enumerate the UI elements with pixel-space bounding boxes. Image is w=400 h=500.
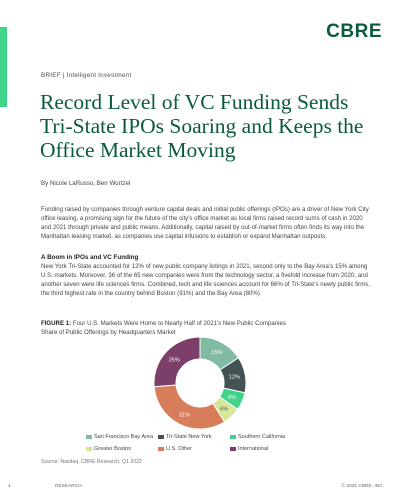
legend-item-san-francisco-bay-area xyxy=(86,434,153,440)
legend-label: Tri-State New York xyxy=(166,434,212,440)
legend-item-greater-boston xyxy=(86,446,131,452)
accent-bar xyxy=(0,27,7,107)
section-heading: A Boom in IPOs and VC Funding xyxy=(41,254,139,261)
page-title: Record Level of VC Funding Sends Tri-State IPOs Soaring and Keeps the Office Market Moving xyxy=(40,90,364,162)
legend-label: International xyxy=(238,446,269,452)
slice-label-international: 25% xyxy=(168,357,180,364)
slice-u-s-other xyxy=(154,385,224,429)
footer-copyright: © 2021 CBRE, INC. xyxy=(341,484,384,489)
legend-swatch xyxy=(158,447,164,451)
byline: By Nicole LaRusso, Ben Wurtzel xyxy=(41,180,131,187)
figure-source: Source: Nasdaq, CBRE Research, Q1 2022 xyxy=(41,459,142,465)
slice-label-san-francisco-bay-area: 15% xyxy=(211,350,223,357)
intro-paragraph: Funding raised by companies through venture capital deals and initial public offerings (IPOs) are a driver of New York City office leasing, a promising sign for the future of the city's office market as local firms raised record sums of cash in 2020 and 2021 through private and public means. Additionally, capital raised by out-of-market firms often finds its way into the Manhattan leasing market, as companies use capital infusions to establish or expand Manhattan outposts. xyxy=(41,206,369,240)
figure-label: FIGURE 1: xyxy=(41,320,72,327)
slice-label-tri-state-new-york: 12% xyxy=(228,374,240,381)
legend-item-international xyxy=(230,446,268,452)
footer-section: RESEARCH xyxy=(55,484,82,489)
slice-label-greater-boston: 6% xyxy=(220,406,229,413)
brief-label: BRIEF | Intelligent Investment xyxy=(41,72,132,79)
slice-label-u-s-other: 31% xyxy=(178,412,190,419)
page-footer xyxy=(0,481,400,500)
legend-swatch xyxy=(230,435,236,439)
page-number: 1 xyxy=(8,484,11,489)
legend-label: Southern California xyxy=(238,434,286,440)
legend-swatch xyxy=(86,435,92,439)
legend-item-southern-california xyxy=(230,434,285,440)
legend-label: U.S. Other xyxy=(166,446,192,452)
legend-item-tri-state-new-york xyxy=(158,434,212,440)
legend-swatch xyxy=(230,447,236,451)
slice-label-southern-california: 6% xyxy=(228,395,237,402)
section-paragraph: New York Tri-State accounted for 12% of new public company listings in 2021, second only to the Bay Area's 15% among U.S. markets. Moreover, 36 of the 65 new companies were from the technology sector, a fivefold increase from 2020, and another seven were life sciences firms. Combined, tech and life sciences account for 66% of Tri-State's newly public firms, the third highest rate in the country behind Boston (91%) and the Bay Area (80%). xyxy=(41,263,371,297)
legend-label: San Francisco Bay Area xyxy=(94,434,154,440)
legend-label: Greater Boston xyxy=(94,446,132,452)
cbre-logo: CBRE xyxy=(326,21,382,42)
legend-item-u-s-other xyxy=(158,446,192,452)
figure-caption: Four U.S. Markets Were Home to Nearly Half of 2021's New Public Companies xyxy=(72,320,286,327)
legend-swatch xyxy=(86,447,92,451)
donut-chart xyxy=(130,335,270,431)
figure-subcaption: Share of Public Offerings by Headquarters Market xyxy=(41,328,176,336)
legend-swatch xyxy=(158,435,164,439)
